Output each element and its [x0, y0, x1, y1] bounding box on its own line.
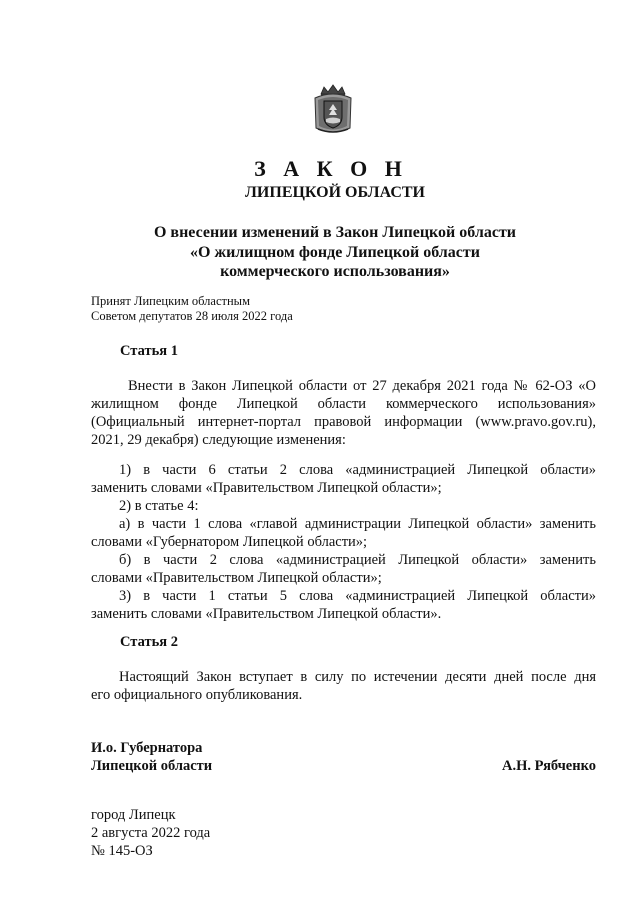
item-line: словами «Губернатором Липецкой области»; — [91, 534, 368, 550]
law-number: № 145-ОЗ — [91, 843, 153, 859]
law-subject — [0, 223, 640, 282]
article-2-text — [91, 668, 596, 704]
item-line: б) в части 2 слова «администрацией Липецкой области» заменить — [119, 552, 596, 568]
subject-line: О внесении изменений в Закон Липецкой области — [153, 224, 517, 241]
item-line: 2) в статье 4: — [119, 498, 199, 514]
lipetsk-oblast-coat-of-arms-icon — [312, 84, 354, 136]
place-date-number — [91, 806, 210, 860]
paragraph-line: Настоящий Закон вступает в силу по истечении десяти дней после дня — [119, 669, 596, 685]
item-line: 3) в части 1 статьи 5 слова «администрацией Липецкой области» — [119, 588, 596, 604]
item-line: заменить словами «Правительством Липецкой области». — [91, 606, 442, 622]
item-line: словами «Правительством Липецкой области»; — [91, 570, 382, 586]
document-title: З А К О Н — [254, 156, 408, 181]
city: город Липецк — [91, 807, 176, 823]
paragraph-line: Внести в Закон Липецкой области от 27 декабря 2021 года № 62-ОЗ «О — [128, 378, 596, 394]
article-1-intro — [91, 377, 596, 449]
law-date: 2 августа 2022 года — [91, 825, 211, 841]
region-title: ЛИПЕЦКОЙ ОБЛАСТИ — [245, 184, 425, 201]
article-2-heading: Статья 2 — [120, 634, 178, 650]
signature-block — [91, 739, 596, 775]
adoption-line: Принят Липецким областным — [91, 294, 250, 308]
subject-line: коммерческого использования» — [220, 263, 450, 280]
paragraph-line: 2021, 29 декабря) следующие изменения: — [91, 432, 346, 448]
signatory-position: И.о. Губернатора — [91, 740, 203, 756]
paragraph-line: жилищном фонде Липецкой области коммерческого использования» — [91, 396, 596, 412]
signatory-name: А.Н. Рябченко — [501, 758, 596, 774]
subject-line: «О жилищном фонде Липецкой области — [190, 243, 480, 261]
article-1-items — [91, 461, 596, 623]
article-1-heading: Статья 1 — [120, 343, 178, 359]
paragraph-line: его официального опубликования. — [91, 687, 303, 703]
item-line: 1) в части 6 статьи 2 слова «администрацией Липецкой области» — [119, 462, 596, 478]
item-line: заменить словами «Правительством Липецкой области»; — [91, 480, 442, 496]
item-line: а) в части 1 слова «главой администрации Липецкой области» заменить — [119, 516, 596, 532]
adoption-note — [91, 294, 293, 324]
paragraph-line: (Официальный интернет-портал правовой информации (www.pravo.gov.ru), — [91, 414, 596, 430]
signatory-position: Липецкой области — [91, 758, 213, 774]
adoption-line: Советом депутатов 28 июля 2022 года — [91, 309, 293, 323]
